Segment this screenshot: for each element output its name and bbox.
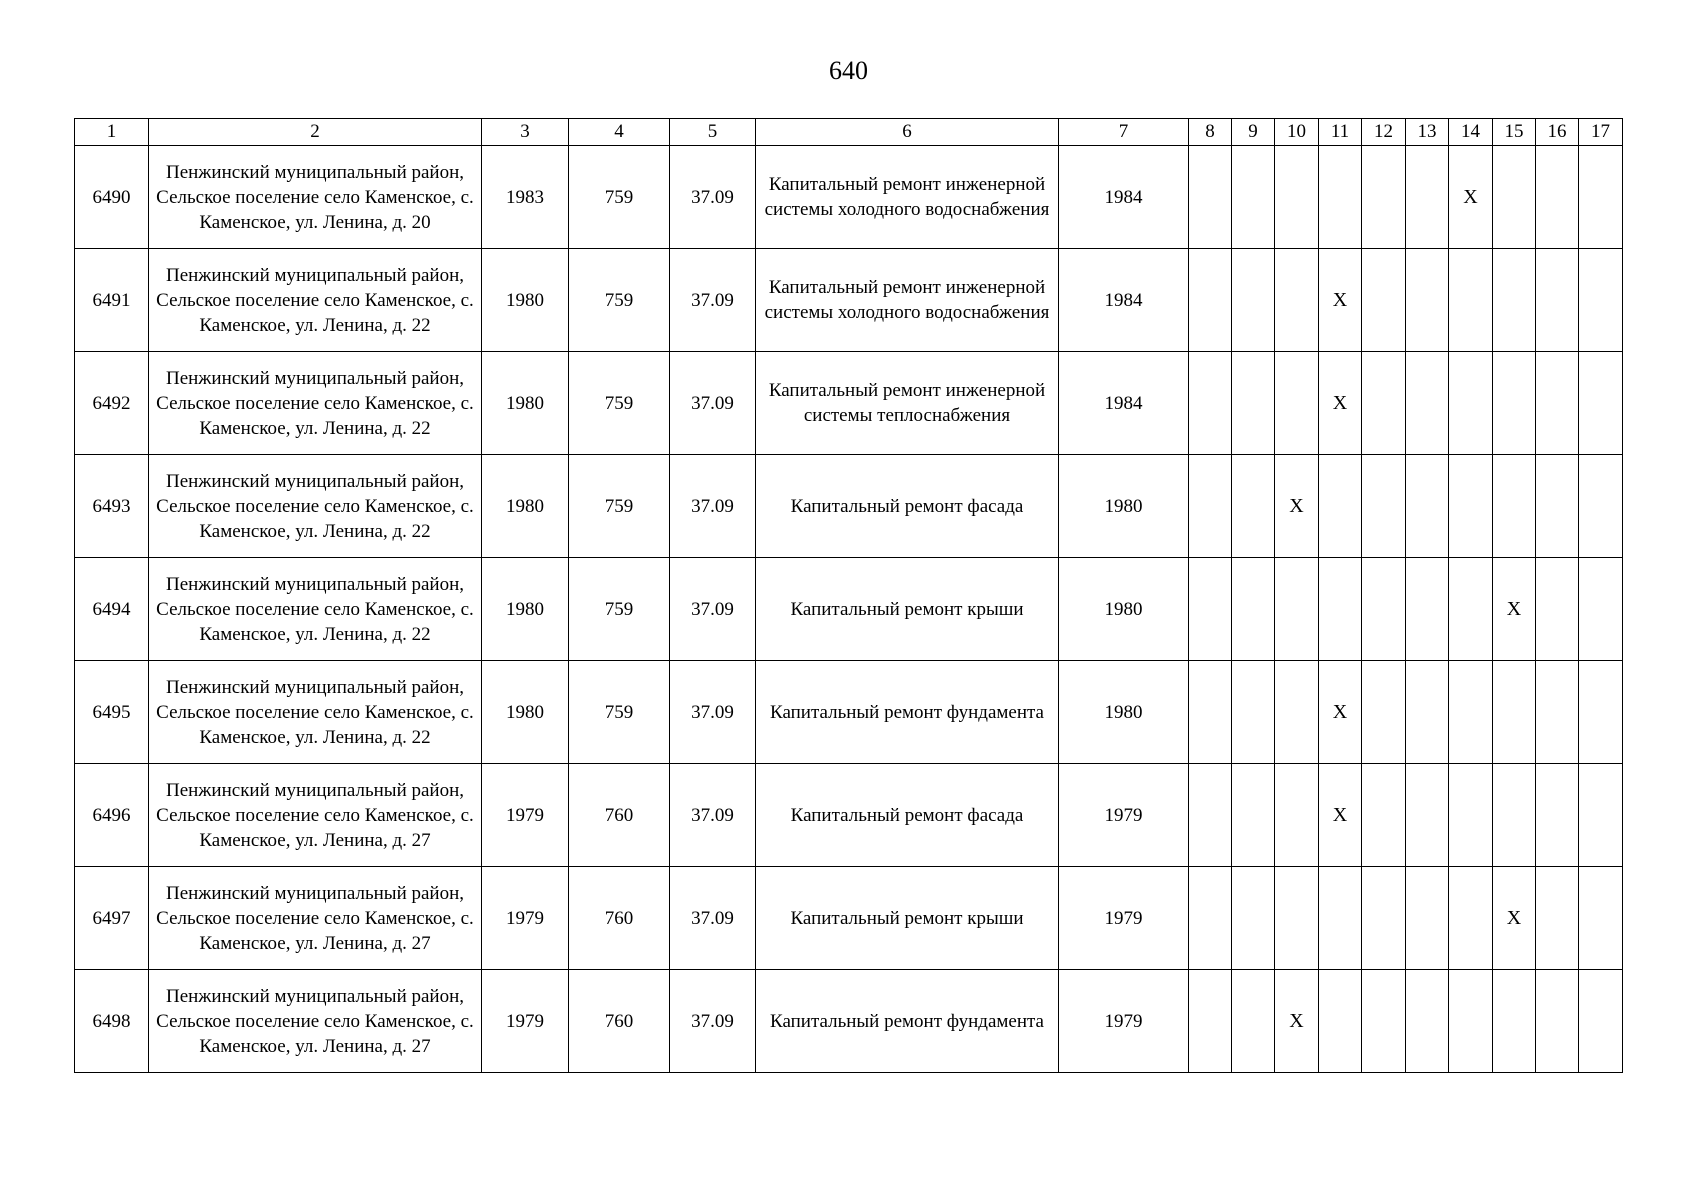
column-4-cell: 759 [569, 455, 670, 558]
mark-cell [1449, 455, 1493, 558]
work-type-cell: Капитальный ремонт фасада [756, 764, 1059, 867]
mark-cell [1189, 146, 1232, 249]
mark-cell [1362, 249, 1406, 352]
mark-cell [1275, 352, 1319, 455]
address-cell: Пенжинский муниципальный район, Сельское поселение село Каменское, с. Каменское, ул. Ленина, д. 22 [149, 249, 482, 352]
mark-cell [1449, 970, 1493, 1073]
mark-cell [1536, 249, 1579, 352]
table-row [75, 146, 1623, 249]
mark-cell [1362, 146, 1406, 249]
mark-cell: X [1275, 455, 1319, 558]
mark-cell [1275, 764, 1319, 867]
table-row [75, 970, 1623, 1073]
mark-cell [1579, 764, 1623, 867]
mark-cell [1536, 352, 1579, 455]
year-cell: 1979 [1059, 970, 1189, 1073]
table-row [75, 661, 1623, 764]
work-type-cell: Капитальный ремонт инженерной системы холодного водоснабжения [756, 146, 1059, 249]
mark-cell [1232, 558, 1275, 661]
mark-cell [1536, 867, 1579, 970]
row-number-cell: 6491 [75, 249, 149, 352]
work-type-cell: Капитальный ремонт фундамента [756, 970, 1059, 1073]
mark-cell [1536, 146, 1579, 249]
work-type-cell: Капитальный ремонт инженерной системы теплоснабжения [756, 352, 1059, 455]
column-4-cell: 759 [569, 352, 670, 455]
table-row [75, 455, 1623, 558]
mark-cell [1362, 970, 1406, 1073]
mark-cell [1493, 249, 1536, 352]
table-row [75, 558, 1623, 661]
address-cell: Пенжинский муниципальный район, Сельское поселение село Каменское, с. Каменское, ул. Ленина, д. 20 [149, 146, 482, 249]
table-row [75, 352, 1623, 455]
work-type-cell: Капитальный ремонт инженерной системы холодного водоснабжения [756, 249, 1059, 352]
year-cell: 1984 [1059, 249, 1189, 352]
mark-cell [1449, 764, 1493, 867]
mark-cell [1406, 249, 1449, 352]
column-header: 13 [1406, 119, 1449, 146]
address-cell: Пенжинский муниципальный район, Сельское поселение село Каменское, с. Каменское, ул. Ленина, д. 27 [149, 867, 482, 970]
work-type-cell: Капитальный ремонт фундамента [756, 661, 1059, 764]
mark-cell [1449, 249, 1493, 352]
mark-cell [1232, 970, 1275, 1073]
mark-cell [1232, 867, 1275, 970]
year-cell: 1979 [1059, 867, 1189, 970]
column-header: 12 [1362, 119, 1406, 146]
mark-cell [1232, 352, 1275, 455]
mark-cell [1493, 764, 1536, 867]
mark-cell [1579, 970, 1623, 1073]
mark-cell [1275, 867, 1319, 970]
address-cell: Пенжинский муниципальный район, Сельское поселение село Каменское, с. Каменское, ул. Ленина, д. 22 [149, 352, 482, 455]
column-4-cell: 759 [569, 558, 670, 661]
mark-cell [1536, 970, 1579, 1073]
mark-cell [1189, 867, 1232, 970]
column-header: 5 [670, 119, 756, 146]
mark-cell [1406, 970, 1449, 1073]
column-5-cell: 37.09 [670, 352, 756, 455]
mark-cell [1319, 970, 1362, 1073]
mark-cell [1579, 558, 1623, 661]
year-cell: 1980 [1059, 661, 1189, 764]
mark-cell [1362, 558, 1406, 661]
mark-cell [1536, 661, 1579, 764]
mark-cell [1319, 455, 1362, 558]
mark-cell [1493, 352, 1536, 455]
year-cell: 1980 [1059, 558, 1189, 661]
mark-cell [1493, 146, 1536, 249]
year-built-cell: 1980 [482, 352, 569, 455]
year-cell: 1980 [1059, 455, 1189, 558]
column-header: 9 [1232, 119, 1275, 146]
row-number-cell: 6498 [75, 970, 149, 1073]
mark-cell [1579, 455, 1623, 558]
column-5-cell: 37.09 [670, 970, 756, 1073]
column-header: 15 [1493, 119, 1536, 146]
mark-cell: X [1493, 867, 1536, 970]
table-row [75, 764, 1623, 867]
column-header: 6 [756, 119, 1059, 146]
mark-cell [1232, 249, 1275, 352]
year-cell: 1984 [1059, 146, 1189, 249]
mark-cell [1362, 764, 1406, 867]
mark-cell [1406, 455, 1449, 558]
mark-cell [1362, 352, 1406, 455]
header-row [75, 119, 1623, 146]
work-type-cell: Капитальный ремонт фасада [756, 455, 1059, 558]
column-header: 14 [1449, 119, 1493, 146]
column-5-cell: 37.09 [670, 764, 756, 867]
mark-cell: X [1319, 352, 1362, 455]
mark-cell [1406, 867, 1449, 970]
column-header: 8 [1189, 119, 1232, 146]
column-5-cell: 37.09 [670, 867, 756, 970]
mark-cell: X [1493, 558, 1536, 661]
year-built-cell: 1983 [482, 146, 569, 249]
mark-cell [1449, 867, 1493, 970]
mark-cell [1362, 661, 1406, 764]
mark-cell [1275, 558, 1319, 661]
table-body [75, 146, 1623, 1073]
address-cell: Пенжинский муниципальный район, Сельское поселение село Каменское, с. Каменское, ул. Ленина, д. 22 [149, 558, 482, 661]
mark-cell [1319, 558, 1362, 661]
column-4-cell: 760 [569, 764, 670, 867]
row-number-cell: 6494 [75, 558, 149, 661]
year-cell: 1984 [1059, 352, 1189, 455]
mark-cell [1493, 661, 1536, 764]
column-5-cell: 37.09 [670, 558, 756, 661]
mark-cell [1275, 661, 1319, 764]
mark-cell [1493, 970, 1536, 1073]
mark-cell [1449, 558, 1493, 661]
register-table [74, 118, 1623, 1073]
column-5-cell: 37.09 [670, 249, 756, 352]
year-built-cell: 1980 [482, 661, 569, 764]
column-header: 11 [1319, 119, 1362, 146]
column-5-cell: 37.09 [670, 661, 756, 764]
mark-cell [1275, 146, 1319, 249]
year-cell: 1979 [1059, 764, 1189, 867]
mark-cell [1319, 146, 1362, 249]
mark-cell [1189, 352, 1232, 455]
mark-cell [1579, 661, 1623, 764]
column-4-cell: 760 [569, 970, 670, 1073]
mark-cell [1536, 455, 1579, 558]
column-header: 16 [1536, 119, 1579, 146]
mark-cell [1406, 146, 1449, 249]
mark-cell [1189, 970, 1232, 1073]
mark-cell [1406, 661, 1449, 764]
work-type-cell: Капитальный ремонт крыши [756, 558, 1059, 661]
column-5-cell: 37.09 [670, 455, 756, 558]
year-built-cell: 1979 [482, 867, 569, 970]
row-number-cell: 6490 [75, 146, 149, 249]
column-4-cell: 759 [569, 249, 670, 352]
mark-cell: X [1319, 661, 1362, 764]
mark-cell [1579, 249, 1623, 352]
year-built-cell: 1980 [482, 249, 569, 352]
mark-cell [1189, 455, 1232, 558]
year-built-cell: 1979 [482, 970, 569, 1073]
column-header: 7 [1059, 119, 1189, 146]
column-header: 17 [1579, 119, 1623, 146]
table-row [75, 249, 1623, 352]
column-4-cell: 760 [569, 867, 670, 970]
mark-cell [1493, 455, 1536, 558]
row-number-cell: 6495 [75, 661, 149, 764]
year-built-cell: 1980 [482, 455, 569, 558]
mark-cell: X [1275, 970, 1319, 1073]
mark-cell [1189, 249, 1232, 352]
mark-cell [1232, 764, 1275, 867]
mark-cell [1406, 764, 1449, 867]
row-number-cell: 6493 [75, 455, 149, 558]
year-built-cell: 1980 [482, 558, 569, 661]
mark-cell [1275, 249, 1319, 352]
mark-cell [1362, 867, 1406, 970]
row-number-cell: 6497 [75, 867, 149, 970]
column-header: 3 [482, 119, 569, 146]
page-number: 640 [829, 56, 868, 85]
mark-cell [1406, 352, 1449, 455]
mark-cell [1536, 558, 1579, 661]
mark-cell [1232, 661, 1275, 764]
mark-cell: X [1319, 764, 1362, 867]
mark-cell [1449, 352, 1493, 455]
year-built-cell: 1979 [482, 764, 569, 867]
mark-cell [1319, 867, 1362, 970]
mark-cell [1362, 455, 1406, 558]
mark-cell [1189, 764, 1232, 867]
mark-cell [1406, 558, 1449, 661]
address-cell: Пенжинский муниципальный район, Сельское поселение село Каменское, с. Каменское, ул. Ленина, д. 27 [149, 764, 482, 867]
column-header: 10 [1275, 119, 1319, 146]
column-5-cell: 37.09 [670, 146, 756, 249]
mark-cell: X [1449, 146, 1493, 249]
mark-cell [1232, 146, 1275, 249]
column-4-cell: 759 [569, 661, 670, 764]
mark-cell: X [1319, 249, 1362, 352]
column-header: 4 [569, 119, 670, 146]
column-4-cell: 759 [569, 146, 670, 249]
work-type-cell: Капитальный ремонт крыши [756, 867, 1059, 970]
address-cell: Пенжинский муниципальный район, Сельское поселение село Каменское, с. Каменское, ул. Ленина, д. 22 [149, 661, 482, 764]
mark-cell [1579, 146, 1623, 249]
address-cell: Пенжинский муниципальный район, Сельское поселение село Каменское, с. Каменское, ул. Ленина, д. 22 [149, 455, 482, 558]
mark-cell [1579, 867, 1623, 970]
mark-cell [1536, 764, 1579, 867]
table-row [75, 867, 1623, 970]
mark-cell [1579, 352, 1623, 455]
mark-cell [1449, 661, 1493, 764]
mark-cell [1189, 558, 1232, 661]
column-header: 2 [149, 119, 482, 146]
column-header: 1 [75, 119, 149, 146]
mark-cell [1232, 455, 1275, 558]
row-number-cell: 6496 [75, 764, 149, 867]
address-cell: Пенжинский муниципальный район, Сельское поселение село Каменское, с. Каменское, ул. Ленина, д. 27 [149, 970, 482, 1073]
row-number-cell: 6492 [75, 352, 149, 455]
mark-cell [1189, 661, 1232, 764]
